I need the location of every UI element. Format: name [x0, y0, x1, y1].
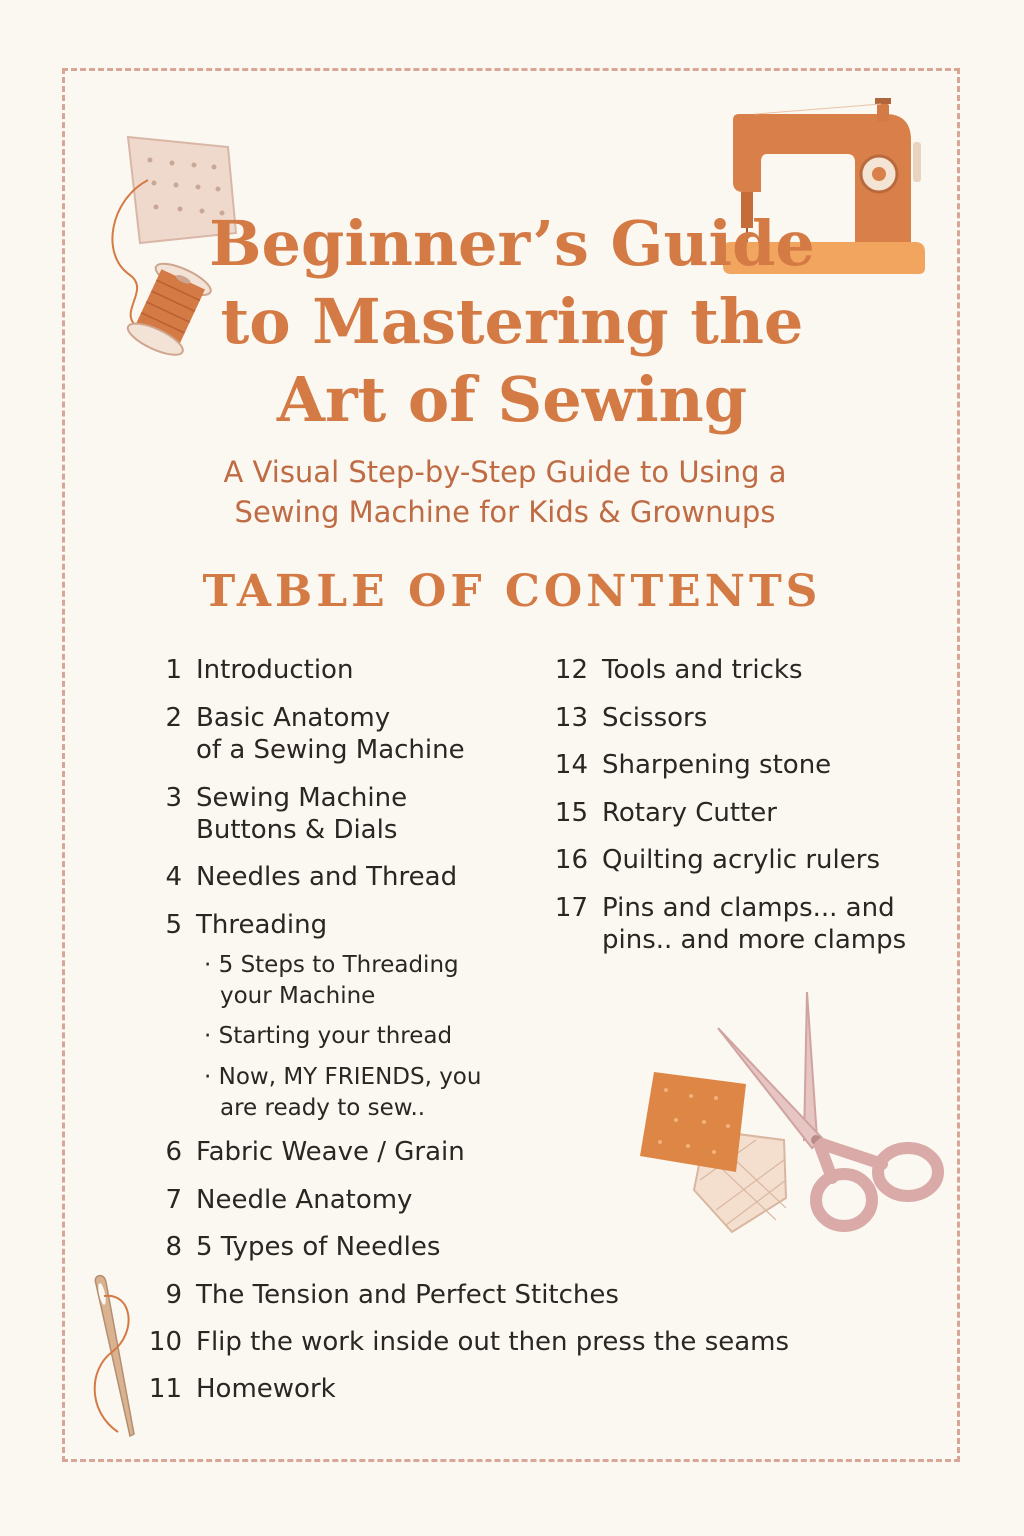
scissors-icon — [712, 988, 952, 1238]
toc-entry-title: Needle Anatomy — [196, 1185, 413, 1215]
toc-entry-title: Basic Anatomy of a Sewing Machine — [196, 703, 465, 765]
toc-entry-title: Introduction — [196, 655, 354, 685]
toc-entry-title: Fabric Weave / Grain — [196, 1137, 465, 1167]
subtitle-line: A Visual Step-by-Step Guide to Using a — [223, 455, 787, 489]
toc-entry-title: Pins and clamps... and pins.. and more clamps — [602, 893, 907, 955]
toc-entry-number: 10 — [148, 1327, 182, 1357]
toc-entry-title: Rotary Cutter — [602, 798, 777, 828]
toc-entry-number: 8 — [165, 1232, 182, 1262]
toc-entry-number: 15 — [554, 798, 588, 828]
toc-entry-number: 6 — [165, 1137, 182, 1167]
toc-sub-entry: · Starting your thread — [204, 1023, 453, 1049]
toc-entry-number: 14 — [554, 750, 588, 780]
toc-entry-title: Tools and tricks — [602, 655, 803, 685]
toc-entry-title: Quilting acrylic rulers — [602, 845, 880, 875]
toc-entry-title: Threading — [196, 910, 328, 940]
toc-entry-number: 17 — [554, 893, 588, 923]
page-title — [0, 205, 1024, 439]
toc-entry-title: Homework — [196, 1374, 336, 1404]
subtitle — [0, 452, 1010, 532]
toc-entry-number: 7 — [165, 1185, 182, 1215]
toc-entry-number: 12 — [554, 655, 588, 685]
toc-entry-number: 16 — [554, 845, 588, 875]
toc-entry-number: 1 — [165, 655, 182, 685]
toc-entry-title: Scissors — [602, 703, 708, 733]
toc-entry-number: 4 — [165, 862, 182, 892]
toc-sub-entry: · Now, MY FRIENDS, you are ready to sew.. — [204, 1064, 482, 1121]
toc-entry-number: 9 — [165, 1280, 182, 1310]
toc-entry-number: 2 — [165, 703, 182, 733]
toc-entry-title: Sharpening stone — [602, 750, 832, 780]
title-line: to Mastering the — [220, 285, 804, 358]
toc-entry-number: 11 — [148, 1374, 182, 1404]
toc-entry-title: Flip the work inside out then press the seams — [196, 1327, 790, 1357]
toc-entry-title: 5 Types of Needles — [196, 1232, 441, 1262]
toc-entry-title: The Tension and Perfect Stitches — [196, 1280, 619, 1310]
title-line: Art of Sewing — [276, 363, 748, 436]
toc-entry-number: 5 — [165, 910, 182, 940]
toc-entry-title: Sewing Machine Buttons & Dials — [196, 783, 408, 845]
subtitle-line: Sewing Machine for Kids & Grownups — [234, 495, 776, 529]
toc-heading: TABLE OF CONTENTS — [202, 566, 822, 617]
toc-sub-entry: · 5 Steps to Threading your Machine — [204, 952, 459, 1009]
toc-entry-number: 13 — [554, 703, 588, 733]
toc-entry-number: 3 — [165, 783, 182, 813]
title-line: Beginner’s Guide — [209, 207, 815, 280]
toc-entry-title: Needles and Thread — [196, 862, 458, 892]
